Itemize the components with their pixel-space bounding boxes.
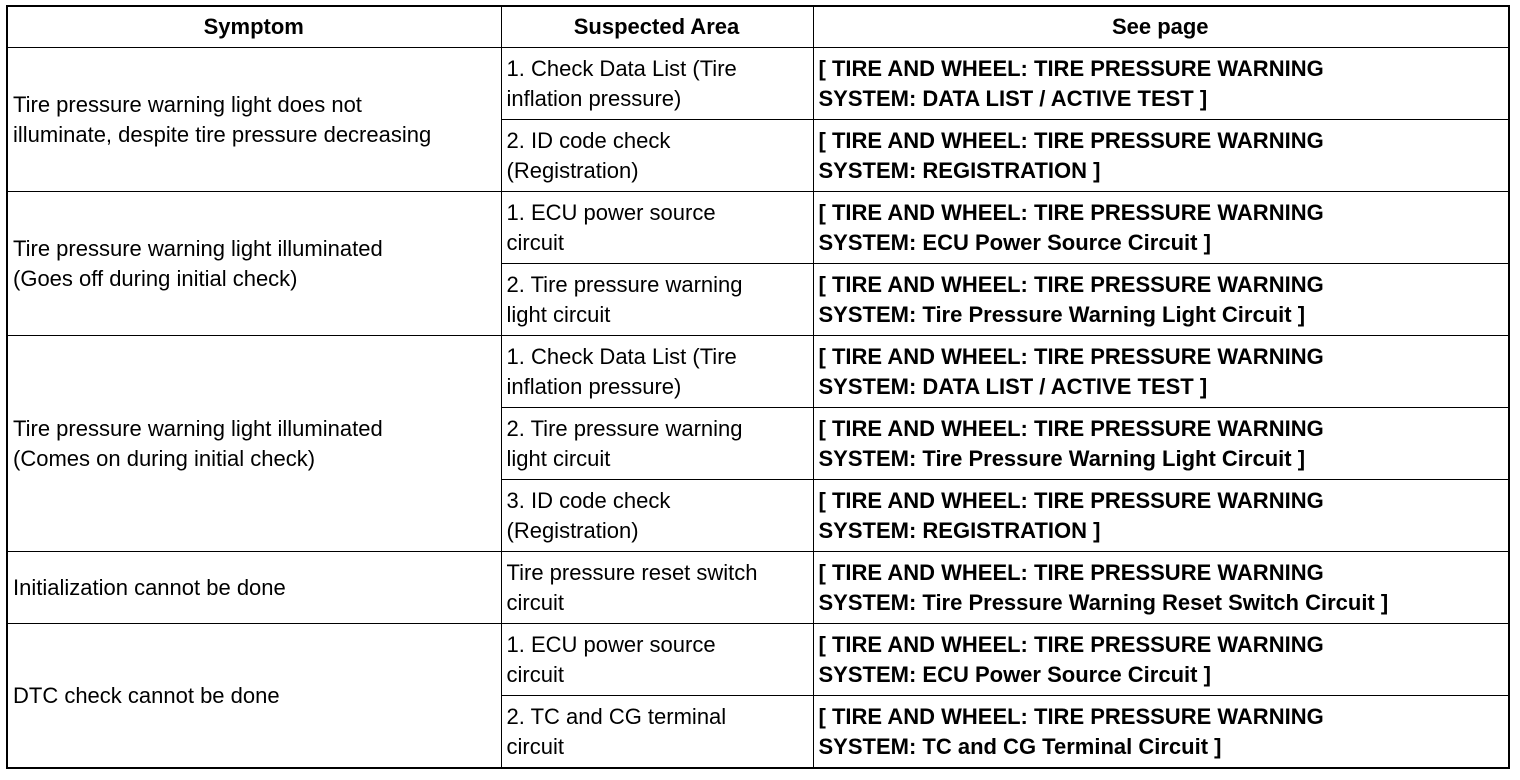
see-page-text: SYSTEM: ECU Power Source Circuit ] bbox=[818, 661, 1211, 687]
suspected-area-text: 2. Tire pressure warning bbox=[506, 415, 743, 441]
suspected-area-cell bbox=[501, 336, 813, 408]
suspected-area-text: 2. TC and CG terminal bbox=[506, 703, 727, 729]
see-page-text: SYSTEM: REGISTRATION ] bbox=[818, 157, 1101, 183]
suspected-area-text: circuit bbox=[506, 229, 564, 255]
symptom-text: illuminate, despite tire pressure decreasing bbox=[13, 121, 432, 147]
symptom-cell bbox=[7, 624, 501, 769]
header-see-page: See page bbox=[813, 6, 1509, 48]
suspected-area-cell bbox=[501, 408, 813, 480]
see-page-text: SYSTEM: REGISTRATION ] bbox=[818, 517, 1101, 543]
symptom-text: (Goes off during initial check) bbox=[13, 265, 298, 291]
symptom-text: Tire pressure warning light illuminated bbox=[13, 235, 383, 261]
suspected-area-text: circuit bbox=[506, 589, 564, 615]
suspected-area-text: light circuit bbox=[506, 301, 611, 327]
suspected-area-text: 1. Check Data List (Tire bbox=[506, 343, 737, 369]
symptom-cell bbox=[7, 552, 501, 624]
suspected-area-text: inflation pressure) bbox=[506, 85, 682, 111]
see-page-link[interactable] bbox=[813, 192, 1509, 264]
suspected-area-cell bbox=[501, 480, 813, 552]
see-page-text: [ TIRE AND WHEEL: TIRE PRESSURE WARNING bbox=[818, 559, 1324, 585]
suspected-area-cell bbox=[501, 48, 813, 120]
symptom-cell bbox=[7, 48, 501, 192]
table-row bbox=[7, 624, 1509, 696]
see-page-link[interactable] bbox=[813, 336, 1509, 408]
see-page-text: [ TIRE AND WHEEL: TIRE PRESSURE WARNING bbox=[818, 271, 1324, 297]
see-page-text: SYSTEM: ECU Power Source Circuit ] bbox=[818, 229, 1211, 255]
see-page-link[interactable] bbox=[813, 552, 1509, 624]
symptom-text: Initialization cannot be done bbox=[13, 574, 286, 600]
see-page-text: [ TIRE AND WHEEL: TIRE PRESSURE WARNING bbox=[818, 703, 1324, 729]
suspected-area-text: 3. ID code check bbox=[506, 487, 671, 513]
header-suspected-area: Suspected Area bbox=[501, 6, 813, 48]
symptom-text: Tire pressure warning light illuminated bbox=[13, 415, 383, 441]
suspected-area-cell bbox=[501, 552, 813, 624]
suspected-area-text: 2. ID code check bbox=[506, 127, 671, 153]
suspected-area-cell bbox=[501, 120, 813, 192]
problem-symptoms-table bbox=[6, 5, 1510, 769]
symptom-text: (Comes on during initial check) bbox=[13, 445, 316, 471]
see-page-text: SYSTEM: DATA LIST / ACTIVE TEST ] bbox=[818, 85, 1208, 111]
see-page-text: [ TIRE AND WHEEL: TIRE PRESSURE WARNING bbox=[818, 127, 1324, 153]
see-page-link[interactable] bbox=[813, 120, 1509, 192]
see-page-text: SYSTEM: Tire Pressure Warning Reset Switch Circuit ] bbox=[818, 589, 1389, 615]
see-page-text: [ TIRE AND WHEEL: TIRE PRESSURE WARNING bbox=[818, 55, 1324, 81]
suspected-area-cell bbox=[501, 624, 813, 696]
suspected-area-cell bbox=[501, 696, 813, 769]
suspected-area-text: (Registration) bbox=[506, 517, 639, 543]
see-page-text: SYSTEM: TC and CG Terminal Circuit ] bbox=[818, 733, 1222, 759]
symptom-cell bbox=[7, 336, 501, 552]
see-page-text: [ TIRE AND WHEEL: TIRE PRESSURE WARNING bbox=[818, 343, 1324, 369]
see-page-link[interactable] bbox=[813, 696, 1509, 769]
suspected-area-text: inflation pressure) bbox=[506, 373, 682, 399]
see-page-link[interactable] bbox=[813, 48, 1509, 120]
suspected-area-text: circuit bbox=[506, 733, 564, 759]
suspected-area-text: Tire pressure reset switch bbox=[506, 559, 758, 585]
see-page-text: SYSTEM: Tire Pressure Warning Light Circuit ] bbox=[818, 445, 1306, 471]
suspected-area-text: light circuit bbox=[506, 445, 611, 471]
see-page-text: [ TIRE AND WHEEL: TIRE PRESSURE WARNING bbox=[818, 415, 1324, 441]
symptom-cell bbox=[7, 192, 501, 336]
suspected-area-cell bbox=[501, 192, 813, 264]
suspected-area-text: 1. ECU power source bbox=[506, 631, 716, 657]
suspected-area-text: (Registration) bbox=[506, 157, 639, 183]
see-page-text: SYSTEM: Tire Pressure Warning Light Circuit ] bbox=[818, 301, 1306, 327]
suspected-area-text: 1. Check Data List (Tire bbox=[506, 55, 737, 81]
header-symptom: Symptom bbox=[7, 6, 501, 48]
symptom-text: DTC check cannot be done bbox=[13, 682, 280, 708]
symptom-text: Tire pressure warning light does not bbox=[13, 91, 362, 117]
table-row bbox=[7, 336, 1509, 408]
table-row bbox=[7, 192, 1509, 264]
document-page bbox=[6, 5, 1510, 769]
see-page-text: [ TIRE AND WHEEL: TIRE PRESSURE WARNING bbox=[818, 487, 1324, 513]
see-page-text: [ TIRE AND WHEEL: TIRE PRESSURE WARNING bbox=[818, 631, 1324, 657]
see-page-text: SYSTEM: DATA LIST / ACTIVE TEST ] bbox=[818, 373, 1208, 399]
suspected-area-text: 1. ECU power source bbox=[506, 199, 716, 225]
see-page-link[interactable] bbox=[813, 264, 1509, 336]
see-page-link[interactable] bbox=[813, 480, 1509, 552]
table-row bbox=[7, 48, 1509, 120]
table-row bbox=[7, 552, 1509, 624]
suspected-area-text: circuit bbox=[506, 661, 564, 687]
see-page-text: [ TIRE AND WHEEL: TIRE PRESSURE WARNING bbox=[818, 199, 1324, 225]
table-header-row bbox=[7, 6, 1509, 48]
see-page-link[interactable] bbox=[813, 408, 1509, 480]
suspected-area-cell bbox=[501, 264, 813, 336]
suspected-area-text: 2. Tire pressure warning bbox=[506, 271, 743, 297]
see-page-link[interactable] bbox=[813, 624, 1509, 696]
